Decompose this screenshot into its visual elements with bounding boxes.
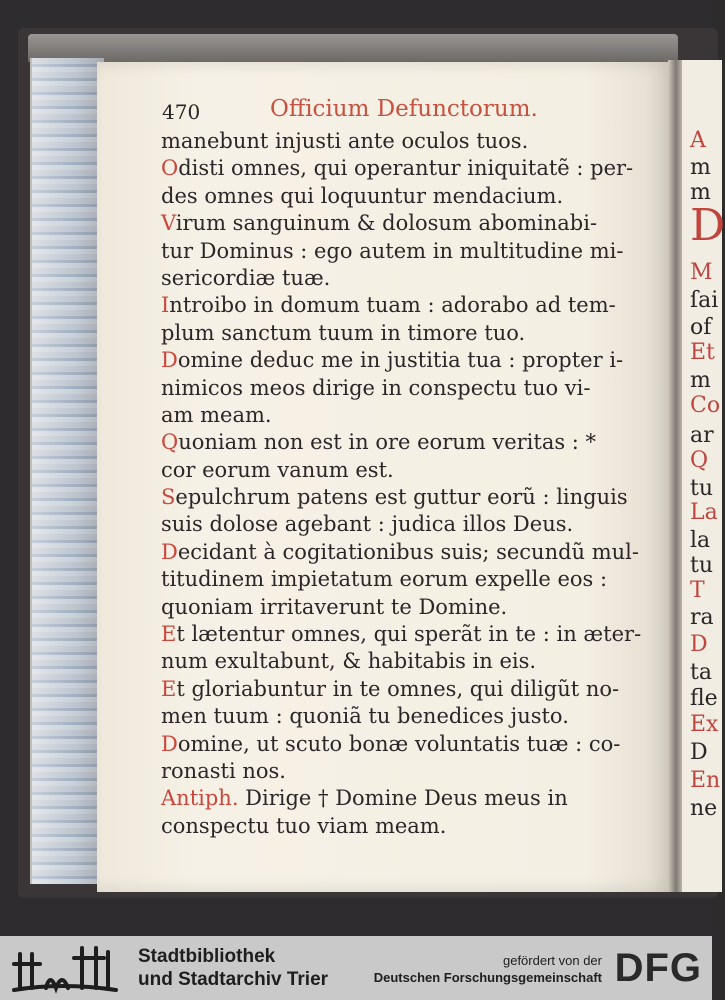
right-page-fragment: La <box>690 500 718 525</box>
right-page-fragment: ne <box>690 796 718 821</box>
line-text: titudinem impietatum eorum expelle eos : <box>161 567 608 592</box>
right-page-fragment: D <box>690 740 708 765</box>
right-page-fragment: Ex <box>690 712 719 737</box>
footer-bar <box>0 936 712 1000</box>
institution-name-line2: und Stadtarchiv Trier <box>138 969 329 990</box>
rubric-initial: O <box>161 156 179 181</box>
right-page-fragment: ſai <box>690 288 719 313</box>
text-line <box>161 484 646 511</box>
line-text: sericordiæ tuæ. <box>161 265 331 290</box>
right-page-fragment: ta <box>690 660 712 685</box>
text-line <box>161 429 646 456</box>
line-text: num exultabunt, & habitabis in eis. <box>161 649 537 674</box>
line-text: conspectu tuo viam meam. <box>161 813 447 838</box>
text-line <box>161 621 646 648</box>
line-text: suis dolose agebant : judica illos Deus. <box>161 512 574 537</box>
text-line <box>161 813 646 840</box>
right-page-fragment: tu <box>690 553 714 578</box>
text-line <box>161 155 646 182</box>
right-page-fragment: ar <box>690 423 714 448</box>
rubric-initial: E <box>161 676 177 701</box>
rubric-initial: I <box>161 293 170 318</box>
line-text: des omnes qui loquuntur mendacium. <box>161 183 564 208</box>
institution-name-line1: Stadtbibliothek <box>138 946 276 967</box>
line-text: quoniam irritaverunt te Domine. <box>161 594 508 619</box>
right-page-fragment: D <box>690 632 708 657</box>
line-text: ntroibo in domum tuam : adorabo ad tem- <box>169 293 616 318</box>
line-text: uoniam non est in ore eorum veritas : * <box>178 430 597 455</box>
line-text: omine, ut scuto bonæ voluntatis tuæ : co- <box>177 731 621 756</box>
line-text: irum sanguinum & dolosum abominabi- <box>175 211 598 236</box>
line-text: men tuum : quoniã tu benedices justo. <box>161 704 569 729</box>
text-line <box>161 566 646 593</box>
rubric-initial: S <box>161 485 176 510</box>
right-page-fragment: la <box>690 528 711 553</box>
line-text: manebunt injusti ante oculos tuos. <box>161 129 529 153</box>
rubric-initial: D <box>161 731 178 756</box>
text-line <box>161 731 646 758</box>
page-fore-edge <box>30 58 104 884</box>
text-line <box>161 457 646 484</box>
text-line <box>161 511 646 538</box>
right-page-fragment: A <box>690 128 706 153</box>
psalm-text <box>161 128 646 840</box>
dfg-logo: DFG <box>614 946 702 990</box>
funded-by-line2: Deutschen Forschungsgemeinschaft <box>373 970 602 985</box>
text-line <box>161 402 646 429</box>
rubric-initial: E <box>161 622 177 647</box>
right-page-fragment: T <box>690 578 705 603</box>
text-line <box>161 347 646 374</box>
right-page-fragment: tu <box>690 476 714 501</box>
right-page-fragment: of <box>690 315 712 340</box>
rubric-initial: V <box>161 211 176 236</box>
antiphon-label: Antiph. <box>161 786 246 811</box>
funded-by-line1: gefördert von der <box>502 953 602 968</box>
line-text: cor eorum vanum est. <box>161 457 394 482</box>
right-page-fragment: M <box>690 260 713 285</box>
text-line <box>161 210 646 237</box>
line-text: ecidant à cogitationibus suis; secundũ mul- <box>177 539 639 564</box>
text-line <box>161 539 646 566</box>
right-page-fragment: m <box>690 180 711 205</box>
text-line <box>161 238 646 265</box>
right-page-fragment: En <box>690 768 721 793</box>
right-page-fragment: ra <box>690 605 714 630</box>
line-text: disti omnes, qui operantur iniquitatẽ : per- <box>178 156 634 181</box>
right-page-fragment: Et <box>690 340 715 365</box>
text-line <box>161 265 646 292</box>
line-text: t gloriabuntur in te omnes, qui diligũt no- <box>176 676 620 701</box>
text-line <box>161 128 646 155</box>
text-line <box>161 292 646 319</box>
line-text: nimicos meos dirige in conspectu tuo vi- <box>161 375 591 400</box>
rubric-initial: Q <box>161 430 179 455</box>
text-line <box>161 703 646 730</box>
text-line <box>161 320 646 347</box>
rubric-initial: D <box>161 539 178 564</box>
right-page-fragment: Q <box>690 448 709 473</box>
right-page-fragment: fle <box>690 686 718 711</box>
text-line <box>161 375 646 402</box>
text-line <box>161 648 646 675</box>
line-text: t lætentur omnes, qui sperãt in te : in æter- <box>176 622 642 647</box>
text-line <box>161 183 646 210</box>
right-page-fragment: Co <box>690 393 721 418</box>
line-text: Dirige † Domine Deus meus in <box>245 786 568 811</box>
line-text: tur Dominus : ego autem in multitudine mi- <box>161 238 624 263</box>
page-header <box>162 96 662 130</box>
trier-library-logo-icon <box>12 942 122 994</box>
rubric-initial: D <box>161 348 178 373</box>
text-line <box>161 758 646 785</box>
right-page-fragment: m <box>690 155 711 180</box>
line-text: epulchrum patens est guttur eorũ : linguis <box>175 485 628 510</box>
line-text: am meam. <box>161 402 272 427</box>
line-text: plum sanctum tuum in timore tuo. <box>161 320 526 345</box>
line-text: ronasti nos. <box>161 758 286 783</box>
running-title: Officium Defunctorum. <box>270 96 538 122</box>
right-page-fragment: m <box>690 368 711 393</box>
book-top-edge <box>28 34 678 62</box>
text-line <box>161 676 646 703</box>
right-page-fragment: D <box>690 200 725 251</box>
text-line <box>161 785 646 812</box>
page-number: 470 <box>162 100 201 124</box>
text-line <box>161 594 646 621</box>
line-text: omine deduc me in justitia tua : propter i- <box>177 348 624 373</box>
